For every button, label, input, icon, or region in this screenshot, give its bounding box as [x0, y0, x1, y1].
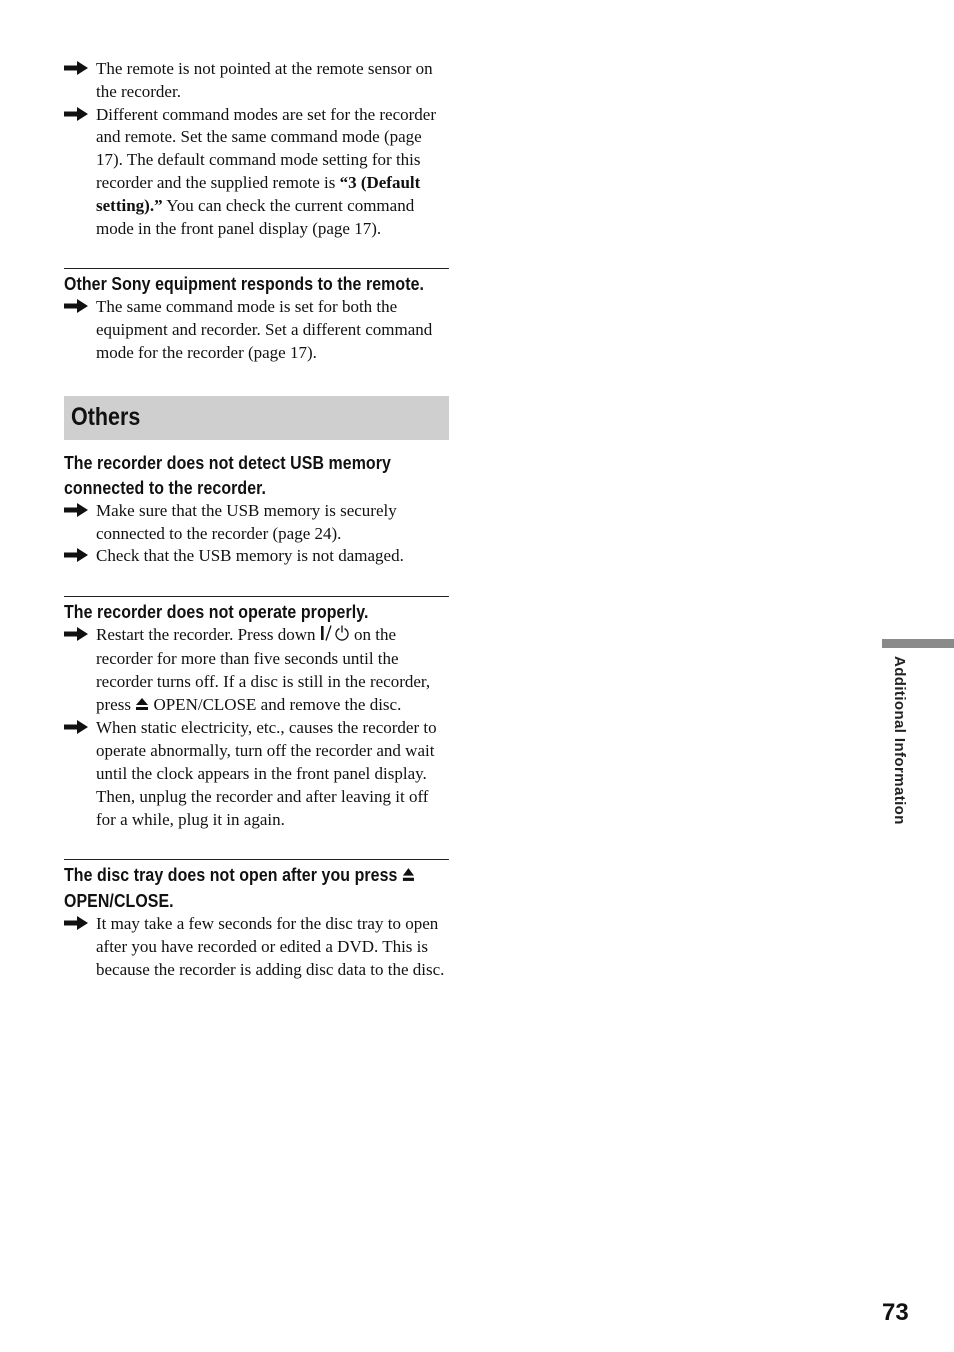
list-item: [64, 296, 449, 364]
arrow-icon: [64, 61, 88, 75]
list-item: [64, 913, 449, 981]
list-item: [64, 500, 449, 546]
section-heading: [64, 862, 448, 913]
list-item: [64, 545, 449, 568]
item-text-bold: “3 (Default setting).”: [96, 172, 421, 215]
section-operate: [64, 596, 449, 831]
chapter-tab: [882, 639, 954, 648]
item-text: on the recorder for more than five seconds until the recorder turns off. If a disc is still in the recorder, press: [96, 625, 431, 714]
arrow-icon: [64, 503, 88, 517]
list-item: [64, 58, 449, 104]
band-title: Others: [71, 403, 141, 432]
arrow-icon: [64, 107, 88, 121]
section-sony: [64, 268, 449, 364]
arrow-icon: [64, 720, 88, 734]
eject-icon: [135, 695, 149, 718]
item-text: You can check the current command mode in the front panel display (page 17).: [96, 195, 415, 238]
section-heading: Other Sony equipment responds to the remote.: [64, 273, 425, 295]
heading-text: OPEN/CLOSE.: [64, 890, 174, 912]
eject-icon: [402, 863, 415, 888]
item-text: OPEN/CLOSE and remove the disc.: [149, 694, 402, 714]
section-heading: The recorder does not detect USB memory connected to the recorder.: [64, 451, 391, 498]
arrow-icon: [64, 627, 88, 641]
item-text: Check that the USB memory is not damaged.: [96, 546, 404, 566]
heading-text: The disc tray does not open after you press: [64, 864, 402, 886]
list-item: [64, 104, 449, 241]
chapter-tab-label: Additional Information: [891, 656, 908, 825]
list-item: [64, 717, 449, 831]
item-text: The remote is not pointed at the remote sensor on the recorder.: [96, 59, 433, 101]
arrow-icon: [64, 916, 88, 930]
page-number: 73: [882, 1299, 909, 1326]
main-column: [64, 58, 449, 982]
item-text: The same command mode is set for both the equipment and recorder. Set a different command mode for the recorder (page 17).: [96, 297, 433, 362]
item-text: It may take a few seconds for the disc tray to open after you have recorded or edited a DVD. This is because the recorder is adding disc data to the disc.: [96, 914, 445, 979]
list-item: [64, 624, 449, 717]
power-icon: [320, 625, 350, 648]
item-text: When static electricity, etc., causes the recorder to operate abnormally, turn off the recorder and wait until the clock appears in the front panel display. Then, unplug the recorder and after leaving it off for a while, plug it in again.: [96, 718, 437, 829]
item-text: Make sure that the USB memory is securely connected to the recorder (page 24).: [96, 500, 397, 543]
arrow-icon: [64, 548, 88, 562]
item-text: Different command modes are set for the recorder and remote. Set the same command mode (page 17). The default command mode setting for this recorder and the supplied remote is: [96, 104, 437, 192]
others-band: [64, 396, 449, 440]
section-heading: The recorder does not operate properly.: [64, 601, 369, 623]
section-usb: [64, 450, 449, 568]
arrow-icon: [64, 299, 88, 313]
section-tray: [64, 859, 449, 981]
item-text: Restart the recorder. Press down: [96, 625, 320, 645]
